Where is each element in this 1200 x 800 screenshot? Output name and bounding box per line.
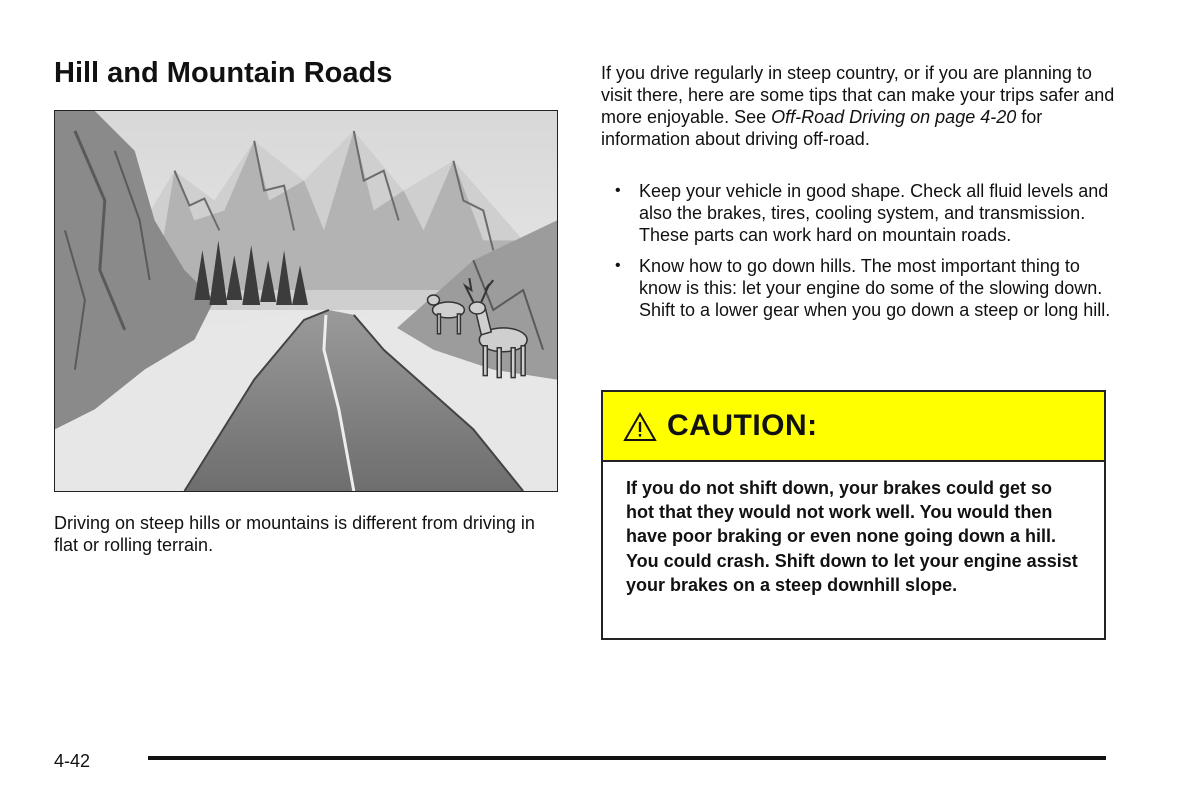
page-number: 4-42 xyxy=(54,751,91,771)
caution-title: CAUTION: xyxy=(667,409,818,442)
intro-text-before: If you drive regularly in steep country, or if you are planning to visit there, here are some tips that can make your trips safer and more enjoyable. See xyxy=(601,63,1115,127)
page-title: Hill and Mountain Roads xyxy=(54,57,393,89)
caution-box xyxy=(601,390,1106,640)
intro-paragraph xyxy=(601,62,1116,150)
illustration-caption: Driving on steep hills or mountains is different from driving in flat or rolling terrain. xyxy=(54,513,535,555)
tips-list xyxy=(601,180,1116,330)
intro-text-after: for information about driving off-road. xyxy=(601,107,1043,149)
caution-body: If you do not shift down, your brakes could get so hot that they would not work well. You would then have poor braking or even none going down a hill. You could crash. Shift down to let your engine assist your brakes on a steep downhill slope. xyxy=(626,478,1078,595)
bullet-icon: • xyxy=(615,182,621,199)
mountain-road-illustration xyxy=(54,110,558,492)
warning-triangle-icon xyxy=(623,412,657,442)
mountain-road-drawing xyxy=(55,111,557,491)
list-item xyxy=(601,255,1116,321)
bullet-icon: • xyxy=(615,257,621,274)
footer-divider xyxy=(148,756,1106,760)
list-item xyxy=(601,180,1116,246)
off-road-driving-reference: Off-Road Driving on page 4-20 xyxy=(771,107,1017,127)
list-item-text: Keep your vehicle in good shape. Check all fluid levels and also the brakes, tires, cooling system, and transmission. These parts can work hard on mountain roads. xyxy=(639,181,1109,245)
list-item-text: Know how to go down hills. The most important thing to know is this: let your engine do some of the slowing down. Shift to a lower gear when you go down a steep or long hill. xyxy=(639,256,1111,320)
caution-header xyxy=(603,392,1104,462)
